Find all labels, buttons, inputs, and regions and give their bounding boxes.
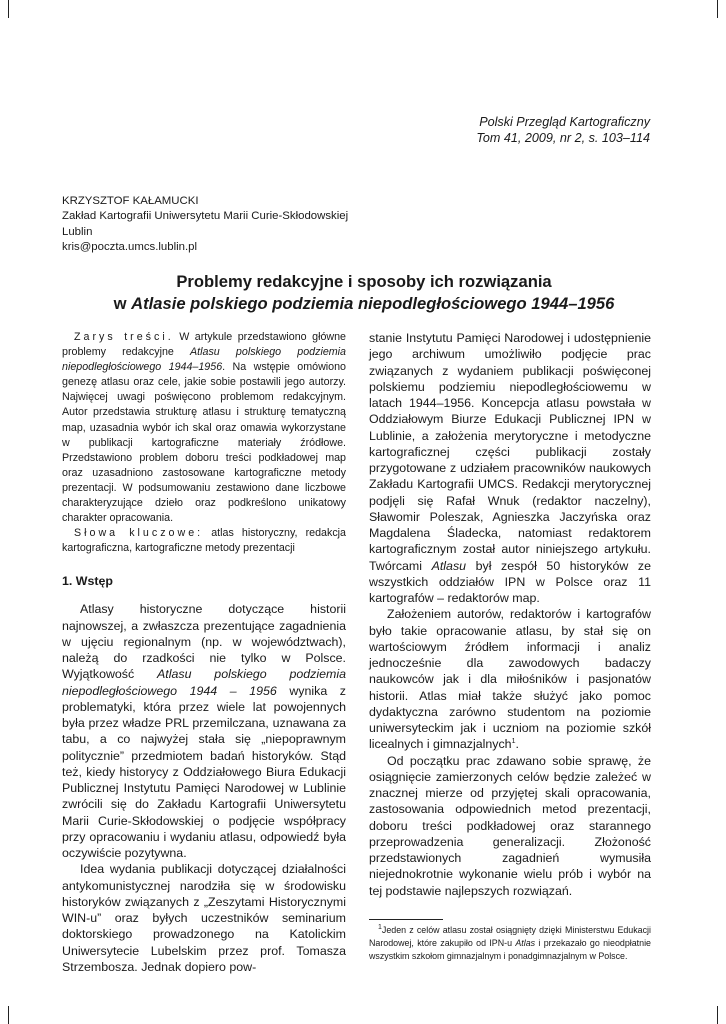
paragraph-2-text-b: był zespół 50 historyków ze wszystkich oddziałów IPN w Polsce oraz 11 kartografów – redaktorów map. xyxy=(369,558,651,605)
paragraph-4: Od początku prac zdawano sobie sprawę, że osiągnięcie zamierzonych celów będzie zależeć w znacznej mierze od przyjętej skali opracowania, zastosowania odpowiednich metod prezentacji, doboru treści podkładowej oraz starannego przeprowadzenia generalizacji. Złożoność przedstawionych zagadnień wymusiła niejednokrotnie wykonanie wielu prób i wybór na tej podstawie najlepszych rozwiązań. xyxy=(369,753,651,898)
footnote-marker: 1 xyxy=(378,923,382,931)
title-line-1: Problemy redakcyjne i sposoby ich rozwiązania xyxy=(176,272,552,291)
author-name: KRZYSZTOF KAŁAMUCKI xyxy=(62,195,199,207)
paragraph-3 xyxy=(369,606,651,752)
footnote-atlas: Atlas xyxy=(515,937,536,948)
crop-mark-bottom-left xyxy=(8,1006,9,1024)
keywords-label: Słowa kluczowe: xyxy=(74,527,204,540)
title-line-2 xyxy=(62,293,666,315)
paragraph-1-text-a: Atlasy historyczne dotyczące historii najnowszej, a zwłaszcza prezentujące zagadnienia w ujęciu regionalnym (np. w województwach), należą do rzadkości nie tylko w Polsce. Wyjątkowość xyxy=(62,602,346,682)
keywords-paragraph xyxy=(62,526,346,556)
abstract-atlas-title: Atlasu polskiego podziemia niepodległościowego 1944–1956 xyxy=(62,346,346,374)
abstract-paragraph xyxy=(62,330,346,526)
author-block xyxy=(62,194,348,255)
body-text-left xyxy=(62,601,346,975)
author-email: kris@poczta.umcs.lublin.pl xyxy=(62,240,198,253)
paragraph-1 xyxy=(62,601,346,861)
body-text-right xyxy=(369,330,651,899)
journal-issue: Tom 41, 2009, nr 2, s. 103–114 xyxy=(476,131,650,145)
crop-mark-top-left xyxy=(8,0,9,18)
left-column xyxy=(62,330,346,975)
paragraph-3-end: . xyxy=(515,737,519,752)
section-heading: 1. Wstęp xyxy=(62,574,113,589)
footnote-text-b: i przekazało go nieodpłatnie wszystkim szkołom gimnazjalnym i ponadgimnazjalnym w Polsce. xyxy=(369,937,651,961)
title-line-2-atlas: Atlasie polskiego podziemia niepodległościowego 1944–1956 xyxy=(131,294,615,313)
author-city: Lublin xyxy=(62,225,93,238)
footnote-reference[interactable]: 1 xyxy=(511,738,516,746)
title-line-2-prefix: w xyxy=(113,294,132,313)
abstract xyxy=(62,330,346,556)
paragraph-2-text-a: stanie Instytutu Pamięci Narodowej i udostępnienie jego archiwum umożliwiło podjęcie prac związanych z wydaniem publikacji poświęconej polskiemu podziemiu niepodległościowemu w latach 1944–1956. Koncepcja atlasu powstała w Oddziałowym Biurze Edukacji Publicznej IPN w Lublinie, a założenia merytoryczne i metodyczne kartograficznej części publikacji zostały przygotowane z udziałem pracowników naukowych Zakładu Kartografii UMCS. Redakcji merytorycznej podjęli się Rafał Wnuk (redaktor naczelny), Sławomir Poleszak, Agnieszka Jaczyńska oraz Magdalena Śladecka, natomiast redaktorem kartograficznym został autor niniejszego artykułu. Twórcami xyxy=(369,331,651,573)
crop-mark-bottom-right xyxy=(717,1006,718,1024)
abstract-text-1: W artykule przedstawiono główne problemy redakcyjne xyxy=(62,331,346,359)
article-title xyxy=(62,271,666,315)
footnote-divider xyxy=(369,919,443,920)
paragraph-2-continued xyxy=(369,330,651,606)
keywords-text: atlas historyczny, redakcja kartograficzna, kartograficzne metody prezentacji xyxy=(62,527,346,555)
footnote-text-a: Jeden z celów atlasu został osiągnięty dzięki Ministerstwu Edukacji Narodowej, które zakupiło od IPN-u xyxy=(369,924,651,948)
paragraph-1-atlas-title: Atlasu polskiego podziemia niepodległościowego 1944 – 1956 xyxy=(62,667,346,698)
crop-mark-top-right xyxy=(717,0,718,18)
journal-name: Polski Przegląd Kartograficzny xyxy=(479,115,650,129)
abstract-label: Zarys treści. xyxy=(74,331,174,343)
right-column xyxy=(369,330,651,963)
paragraph-2-start: Idea wydania publikacji dotyczącej działalności antykomunistycznej narodziła się w środowisku historyków związanych z „Zeszytami Historycznymi WIN-u” oraz byłych uczestników seminarium doktorskiego prowadzonego na Katolickim Uniwersytecie Lubelskim przez prof. Tomasza Strzembosza. Jednak dopiero pow- xyxy=(62,862,346,974)
journal-header xyxy=(476,114,650,146)
footnote xyxy=(369,924,651,963)
paragraph-3-text: Założeniem autorów, redaktorów i kartografów było takie opracowanie atlasu, by stał się on wartościowym źródłem informacji i analiz jednocześnie dla zawodowych badaczy naukowców jak i dla miłośników i pasjonatów historii. Atlas miał także służyć jako pomoc dydaktyczna zarówno studentom na poziomie uniwersyteckim jak i uczniom na poziomie szkół licealnych i gimnazjalnych xyxy=(369,607,651,752)
author-affiliation: Zakład Kartografii Uniwersytetu Marii Curie-Skłodowskiej xyxy=(62,210,349,223)
abstract-text-2: . Na wstępie omówiono genezę atlasu oraz cele, jakie sobie postawili jego autorzy. Najwięcej uwagi poświęcono problemom redakcyjnym. Autor przedstawia strukturę atlasu i strukturę tematyczną map, uzasadnia wybór ich skal oraz omawia wykorzystane w publikacji kartograficzne materiały źródłowe. Przedstawiono problem doboru treści podkładowej map oraz uzasadniono zastosowane kartograficzne metody prezentacji. W podsumowaniu zestawiono dane liczbowe charakteryzujące dzieło oraz podkreślono unikatowy charakter opracowania. xyxy=(62,361,346,525)
paragraph-2-atlas: Atlasu xyxy=(431,558,467,573)
paragraph-1-text-b: wynika z problematyki, która przez wiele lat powojennych była przez władze PRL przemilczana, uznawana za tabu, a co najwyżej stała się „niepoprawnym politycznie” przedmiotem badań historyków. Stąd też, kiedy historycy z Oddziałowego Biura Edukacji Publicznej Instytutu Pamięci Narodowej w Lublinie zwrócili się do Zakładu Kartografii Uniwersytetu Marii Curie-Skłodowskiej o podjęcie współpracy przy opracowaniu i wydaniu atlasu, odpowiedź była oczywiście pozytywna. xyxy=(62,683,346,861)
